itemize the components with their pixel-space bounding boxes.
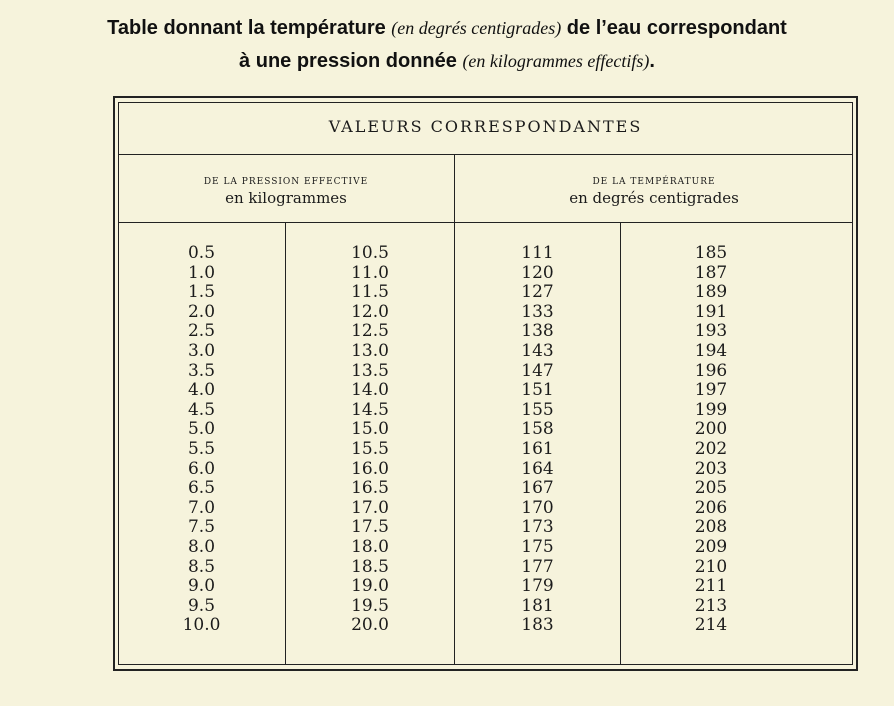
table-cell: 14.5 [351, 399, 389, 420]
table-cell: 6.5 [187, 478, 216, 499]
table-cell: 8.0 [187, 536, 216, 557]
table-cell: 13.0 [351, 340, 389, 361]
table-cell: 120 [521, 262, 554, 283]
table-cell: 15.5 [351, 438, 389, 459]
table-cell: 183 [521, 615, 554, 636]
header-divider [118, 154, 853, 155]
subheader-divider [118, 222, 853, 223]
table-cell: 17.5 [351, 517, 389, 538]
title-text: de l’eau correspondant [561, 17, 787, 39]
table-cell: 205 [694, 478, 728, 499]
table-cell: 155 [521, 399, 554, 420]
table-cell: 9.0 [187, 576, 216, 597]
table-cell: 1.5 [187, 282, 216, 303]
table-cell: 111 [521, 243, 554, 263]
title-text: à une pression donnée [239, 50, 463, 72]
table-cell: 3.0 [187, 340, 216, 361]
table-cell: 5.0 [187, 419, 216, 440]
table-cell: 147 [521, 360, 554, 381]
table-cell: 5.5 [187, 438, 216, 459]
table-cell: 7.5 [187, 517, 216, 538]
table-cell: 14.0 [351, 380, 389, 401]
table-cell: 138 [521, 321, 554, 342]
table-cell: 202 [694, 438, 728, 459]
table-cell: 213 [694, 595, 728, 616]
temperature-unit: en degrés centigrades [569, 189, 739, 207]
table-cell: 20.0 [351, 615, 389, 636]
table-cell: 143 [521, 340, 554, 361]
pressure-unit: en kilogrammes [225, 189, 347, 207]
table-cell: 133 [521, 301, 554, 322]
table-cell: 10.0 [182, 615, 221, 636]
table-cell: 12.0 [351, 301, 389, 322]
table-cell: 196 [694, 360, 728, 381]
table-main-header: VALEURS CORRESPONDANTES [328, 117, 643, 136]
table-cell: 8.5 [187, 556, 216, 577]
pressure-column-2 [286, 244, 454, 636]
table-cell: 11.5 [351, 282, 389, 303]
temperature-column-1 [455, 244, 620, 636]
table-cell: 15.0 [351, 419, 389, 440]
title-line-1 [0, 17, 894, 40]
table-cell: 127 [521, 282, 554, 303]
table-cell: 12.5 [351, 321, 389, 342]
table-cell: 158 [521, 419, 554, 440]
table-cell: 185 [694, 243, 728, 263]
title-text: Table donnant la température [107, 17, 392, 39]
table-cell: 16.0 [351, 458, 389, 479]
table-cell: 4.5 [187, 399, 216, 420]
table-cell: 17.0 [351, 497, 389, 518]
title-text: . [649, 50, 655, 72]
table-cell: 177 [521, 556, 554, 577]
temperature-column-2 [621, 244, 801, 636]
table-cell: 2.0 [187, 301, 216, 322]
table-cell: 151 [521, 380, 554, 401]
table-cell: 9.5 [187, 595, 216, 616]
table-cell: 11.0 [351, 262, 389, 283]
table-cell: 3.5 [187, 360, 216, 381]
title-unit-note: (en degrés centigrades) [391, 18, 562, 38]
pressure-header: DE LA PRESSION EFFECTIVE [203, 177, 369, 187]
title-unit-note: (en kilogrammes effectifs) [462, 51, 650, 71]
table-cell: 179 [521, 576, 554, 597]
table-cell: 4.0 [187, 380, 216, 401]
table-cell: 200 [694, 419, 728, 440]
table-cell: 19.0 [351, 576, 389, 597]
table-cell: 206 [694, 497, 728, 518]
title-line-2 [0, 50, 894, 73]
table-cell: 18.0 [351, 536, 389, 557]
table-cell: 173 [521, 517, 554, 538]
table-cell: 175 [521, 536, 554, 557]
table-cell: 197 [694, 380, 728, 401]
table-cell: 208 [694, 517, 728, 538]
table-cell: 7.0 [187, 497, 216, 518]
table-cell: 203 [694, 458, 728, 479]
table-cell: 187 [694, 262, 728, 283]
table-cell: 209 [694, 536, 728, 557]
table-cell: 211 [694, 576, 728, 597]
table-cell: 181 [521, 595, 554, 616]
table-cell: 19.5 [351, 595, 389, 616]
table-cell: 6.0 [187, 458, 216, 479]
table-cell: 16.5 [351, 478, 389, 499]
table-cell: 10.5 [351, 243, 389, 263]
table-cell: 13.5 [351, 360, 389, 381]
table-cell: 0.5 [187, 243, 216, 263]
table-cell: 161 [521, 438, 554, 459]
pressure-column-1 [118, 244, 285, 636]
table-cell: 210 [694, 556, 728, 577]
table-cell: 193 [694, 321, 728, 342]
table-cell: 164 [521, 458, 554, 479]
table-cell: 1.0 [187, 262, 216, 283]
table-cell: 189 [694, 282, 728, 303]
table-cell: 18.5 [351, 556, 389, 577]
table-cell: 2.5 [187, 321, 216, 342]
table-cell: 170 [521, 497, 554, 518]
table-cell: 167 [521, 478, 554, 499]
table-cell: 191 [694, 301, 728, 322]
table-cell: 214 [694, 615, 728, 636]
table-cell: 199 [694, 399, 728, 420]
table-cell: 194 [694, 340, 728, 361]
temperature-header: DE LA TEMPÉRATURE [592, 177, 716, 187]
